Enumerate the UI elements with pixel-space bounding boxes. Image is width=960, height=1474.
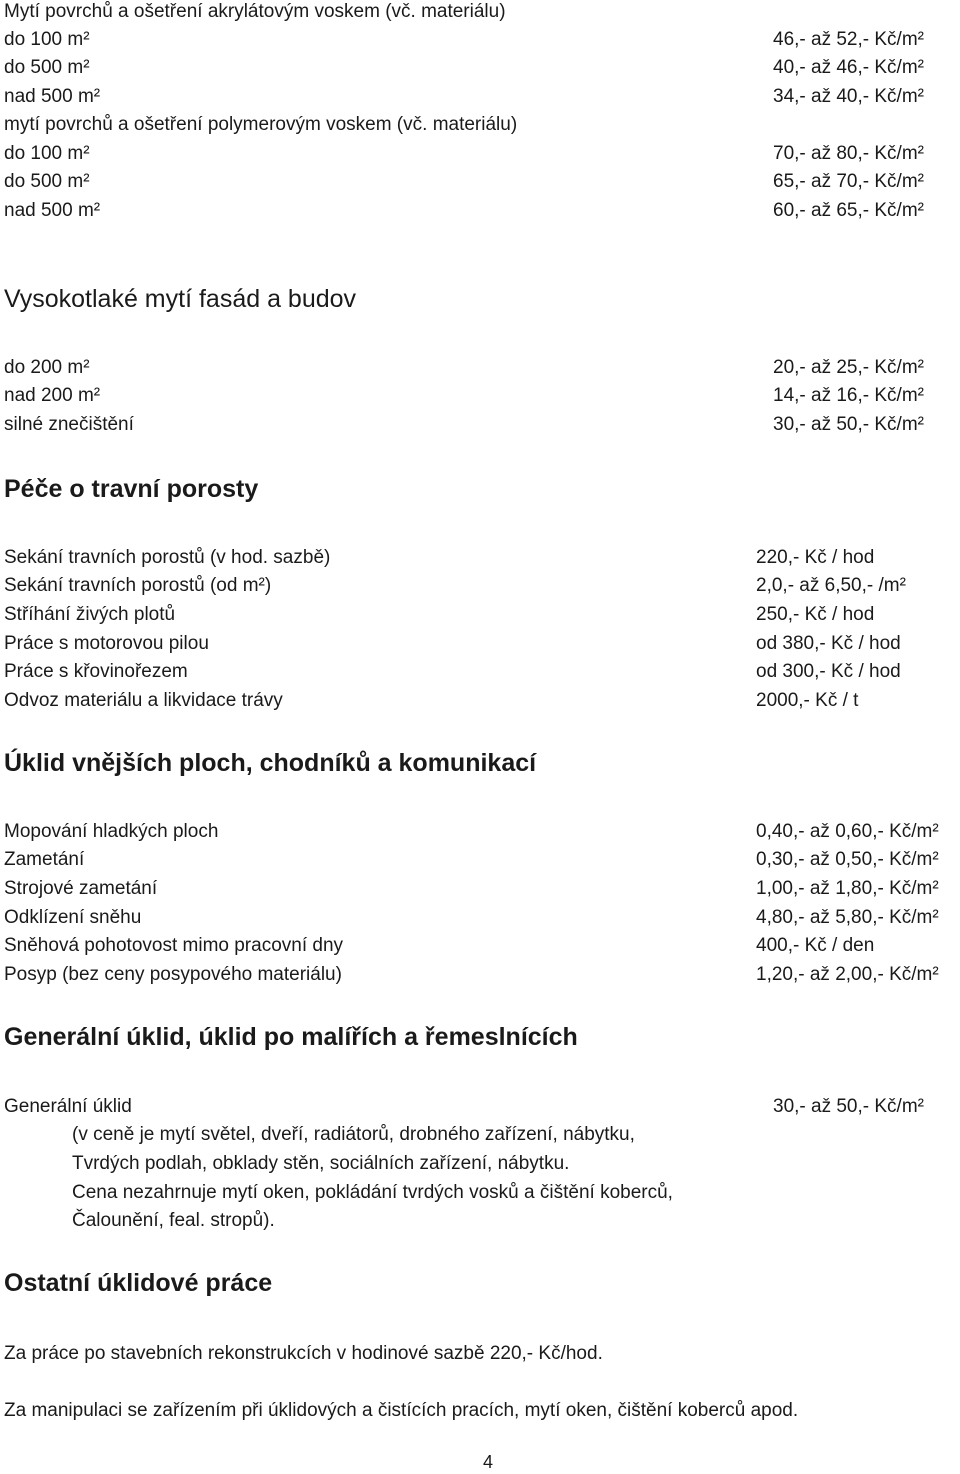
price-row <box>4 846 960 874</box>
item-price: 400,- Kč / den <box>756 935 875 956</box>
item-label: do 100 m² <box>4 29 90 50</box>
price-row <box>4 54 960 82</box>
price-row <box>4 572 960 600</box>
price-row <box>4 601 960 629</box>
item-price: 14,- až 16,- Kč/m² <box>773 385 924 406</box>
fasady-heading: Vysokotlaké mytí fasád a budov <box>4 285 357 313</box>
item-price: 220,- Kč / hod <box>756 547 875 568</box>
price-row <box>4 544 960 572</box>
note-line: Čalounění, feal. stropů). <box>72 1210 275 1231</box>
ostatni-line-2: Za manipulaci se zařízením při úklidových a čistících pracích, mytí oken, čištění koberců apod. <box>4 1400 799 1421</box>
ostatni-heading: Ostatní úklidové práce <box>4 1269 273 1297</box>
item-label: nad 200 m² <box>4 385 101 406</box>
item-label: Strojové zametání <box>4 878 158 899</box>
item-label: Práce s křovinořezem <box>4 661 188 682</box>
price-row <box>4 168 960 196</box>
item-price: 20,- až 25,- Kč/m² <box>773 357 924 378</box>
item-price: 30,- až 50,- Kč/m² <box>773 1096 924 1117</box>
generalni-heading: Generální úklid, úklid po malířích a řemeslnících <box>4 1023 578 1051</box>
item-price: 0,40,- až 0,60,- Kč/m² <box>756 821 939 842</box>
item-label: do 500 m² <box>4 171 90 192</box>
price-row <box>4 1093 960 1121</box>
item-label: Stříhání živých plotů <box>4 604 176 625</box>
item-price: 65,- až 70,- Kč/m² <box>773 171 924 192</box>
item-label: Posyp (bez ceny posypového materiálu) <box>4 964 342 985</box>
uklid-vnejsi-heading: Úklid vnějších ploch, chodníků a komunikací <box>4 749 537 777</box>
item-price: 2,0,- až 6,50,- /m² <box>756 575 906 596</box>
item-price: 34,- až 40,- Kč/m² <box>773 86 924 107</box>
item-label: do 200 m² <box>4 357 90 378</box>
item-price: 0,30,- až 0,50,- Kč/m² <box>756 849 939 870</box>
price-row <box>4 197 960 225</box>
item-label: Mopování hladkých ploch <box>4 821 219 842</box>
item-price: 250,- Kč / hod <box>756 604 875 625</box>
item-label: do 100 m² <box>4 143 90 164</box>
item-label: Odklízení sněhu <box>4 907 142 928</box>
item-label: Generální úklid <box>4 1096 132 1117</box>
price-row <box>4 26 960 54</box>
note-line: Tvrdých podlah, obklady stěn, sociálních zařízení, nábytku. <box>72 1153 570 1174</box>
item-price: od 300,- Kč / hod <box>756 661 901 682</box>
item-price: 30,- až 50,- Kč/m² <box>773 414 924 435</box>
item-label: Zametání <box>4 849 85 870</box>
price-row <box>4 932 960 960</box>
polymer-title: mytí povrchů a ošetření polymerovým voskem (vč. materiálu) <box>4 114 518 135</box>
item-label: do 500 m² <box>4 57 90 78</box>
price-row <box>4 354 960 382</box>
item-price: 1,00,- až 1,80,- Kč/m² <box>756 878 939 899</box>
item-label: Odvoz materiálu a likvidace trávy <box>4 690 283 711</box>
item-label: nad 500 m² <box>4 200 101 221</box>
item-label: Sekání travních porostů (od m²) <box>4 575 272 596</box>
item-price: 40,- až 46,- Kč/m² <box>773 57 924 78</box>
price-row <box>4 904 960 932</box>
travni-heading: Péče o travní porosty <box>4 475 259 503</box>
note-line: (v ceně je mytí světel, dveří, radiátorů, drobného zařízení, nábytku, <box>72 1124 635 1145</box>
price-row <box>4 658 960 686</box>
price-row <box>4 140 960 168</box>
item-price: 4,80,- až 5,80,- Kč/m² <box>756 907 939 928</box>
price-row <box>4 818 960 846</box>
akryl-title: Mytí povrchů a ošetření akrylátovým voskem (vč. materiálu) <box>4 1 506 22</box>
item-label: Sněhová pohotovost mimo pracovní dny <box>4 935 344 956</box>
note-line: Cena nezahrnuje mytí oken, pokládání tvrdých vosků a čištění koberců, <box>72 1182 673 1203</box>
item-price: 2000,- Kč / t <box>756 690 859 711</box>
item-price: od 380,- Kč / hod <box>756 633 901 654</box>
item-label: Práce s motorovou pilou <box>4 633 209 654</box>
price-row <box>4 875 960 903</box>
item-label: Sekání travních porostů (v hod. sazbě) <box>4 547 331 568</box>
price-row <box>4 382 960 410</box>
page-number: 4 <box>483 1452 494 1472</box>
price-row <box>4 687 960 715</box>
item-label: silné znečištění <box>4 414 134 435</box>
price-row <box>4 411 960 439</box>
ostatni-line-1: Za práce po stavebních rekonstrukcích v hodinové sazbě 220,- Kč/hod. <box>4 1343 603 1364</box>
price-row <box>4 961 960 989</box>
item-price: 1,20,- až 2,00,- Kč/m² <box>756 964 939 985</box>
item-price: 60,- až 65,- Kč/m² <box>773 200 924 221</box>
item-price: 70,- až 80,- Kč/m² <box>773 143 924 164</box>
price-row <box>4 83 960 111</box>
item-price: 46,- až 52,- Kč/m² <box>773 29 924 50</box>
price-row <box>4 630 960 658</box>
item-label: nad 500 m² <box>4 86 101 107</box>
